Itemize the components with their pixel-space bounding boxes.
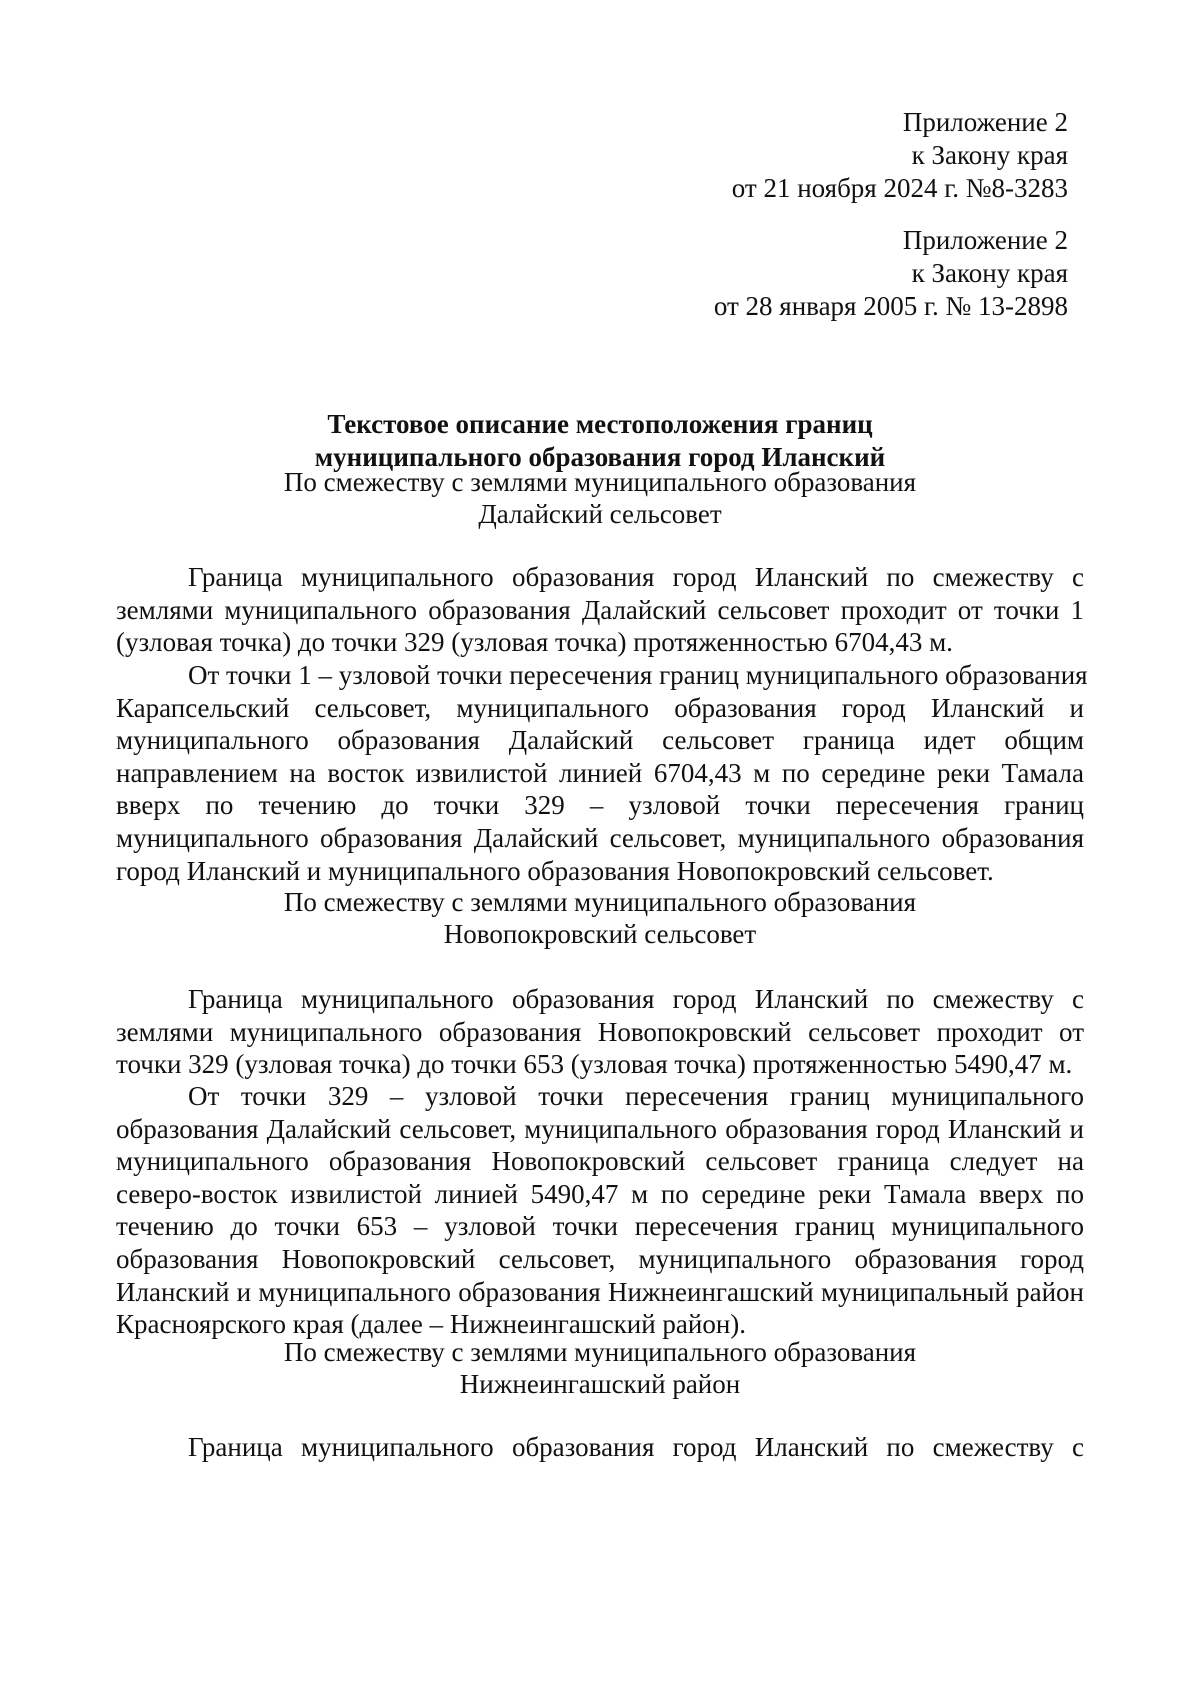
- text-line: течению до точки 653 – узловой точки пересечения границ муниципального: [116, 1211, 1084, 1242]
- section-heading-nizhneingashsky: [116, 1336, 1084, 1400]
- text-line: муниципального образования Новопокровский сельсовет граница следует на: [116, 1146, 1084, 1177]
- document-title: [116, 408, 1084, 474]
- heading-line: По смежеству с землями муниципального образования: [283, 467, 917, 497]
- text-line: От точки 1 – узловой точки пересечения границ муниципального образования: [188, 660, 1088, 690]
- text-line: образования Далайский сельсовет, муниципального образования город Иланский и: [116, 1113, 1084, 1144]
- paragraph-dalay-summary: [116, 561, 1084, 659]
- paragraph-novopokrovsky-description: [116, 1080, 1084, 1341]
- appendix-label: Приложение 2: [902, 225, 1068, 255]
- heading-line: Далайский сельсовет: [478, 499, 722, 529]
- appendix-label: Приложение 2: [902, 107, 1068, 137]
- heading-line: По смежеству с землями муниципального образования: [283, 1337, 917, 1367]
- section-heading-novopokrovsky: [116, 886, 1084, 950]
- text-line: землями муниципального образования Новопокровский сельсовет проходит от: [116, 1016, 1084, 1047]
- text-line: вверх по течению до точки 329 – узловой точки пересечения границ: [116, 790, 1084, 821]
- law-reference: к Закону края: [911, 140, 1068, 170]
- text-line: Иланский и муниципального образования Нижнеингашский муниципальный район: [116, 1276, 1084, 1307]
- text-line: (узловая точка) до точки 329 (узловая точка) протяженностью 6704,43 м.: [116, 627, 953, 658]
- text-line: Граница муниципального образования город Иланский по смежеству с: [188, 984, 1084, 1014]
- paragraph-novopokrovsky-summary: [116, 983, 1084, 1081]
- appendix-original-header: [568, 224, 1068, 323]
- text-line: От точки 329 – узловой точки пересечения границ муниципального: [188, 1081, 1084, 1111]
- text-line: Граница муниципального образования город Иланский по смежеству с: [188, 1432, 1084, 1462]
- heading-line: Новопокровский сельсовет: [443, 919, 757, 949]
- title-line: Текстовое описание местоположения границ: [327, 409, 873, 439]
- text-line: землями муниципального образования Далайский сельсовет проходит от точки 1: [116, 594, 1084, 625]
- text-line: Красноярского края (далее – Нижнеингашский район).: [116, 1309, 747, 1340]
- section-heading-dalay: [116, 466, 1084, 530]
- law-date-number: от 28 января 2005 г. № 13-2898: [713, 291, 1068, 321]
- text-line: муниципального образования Далайский сельсовет, муниципального образования: [116, 822, 1084, 853]
- text-line: муниципального образования Далайский сельсовет граница идет общим: [116, 725, 1084, 756]
- law-date-number: от 21 ноября 2024 г. №8-3283: [731, 173, 1068, 203]
- heading-line: По смежеству с землями муниципального образования: [283, 887, 917, 917]
- text-line: образования Новопокровский сельсовет, муниципального образования город: [116, 1243, 1084, 1274]
- heading-line: Нижнеингашский район: [459, 1369, 741, 1399]
- law-reference: к Закону края: [911, 258, 1068, 288]
- text-line: Карапсельский сельсовет, муниципального образования город Иланский и: [116, 692, 1084, 723]
- paragraph-nizhneingashsky-summary: [116, 1431, 1084, 1464]
- appendix-current-header: [568, 106, 1068, 205]
- text-line: точки 329 (узловая точка) до точки 653 (узловая точка) протяженностью 5490,47 м.: [116, 1049, 1073, 1080]
- text-line: северо-восток извилистой линией 5490,47 м по середине реки Тамала вверх по: [116, 1178, 1084, 1209]
- paragraph-dalay-description: [116, 659, 1088, 887]
- title-line: муниципального образования город Иланский: [314, 442, 886, 472]
- text-line: направлением на восток извилистой линией 6704,43 м по середине реки Тамала: [116, 757, 1084, 788]
- text-line: Граница муниципального образования город Иланский по смежеству с: [188, 562, 1084, 592]
- text-line: город Иланский и муниципального образования Новопокровский сельсовет.: [116, 855, 994, 886]
